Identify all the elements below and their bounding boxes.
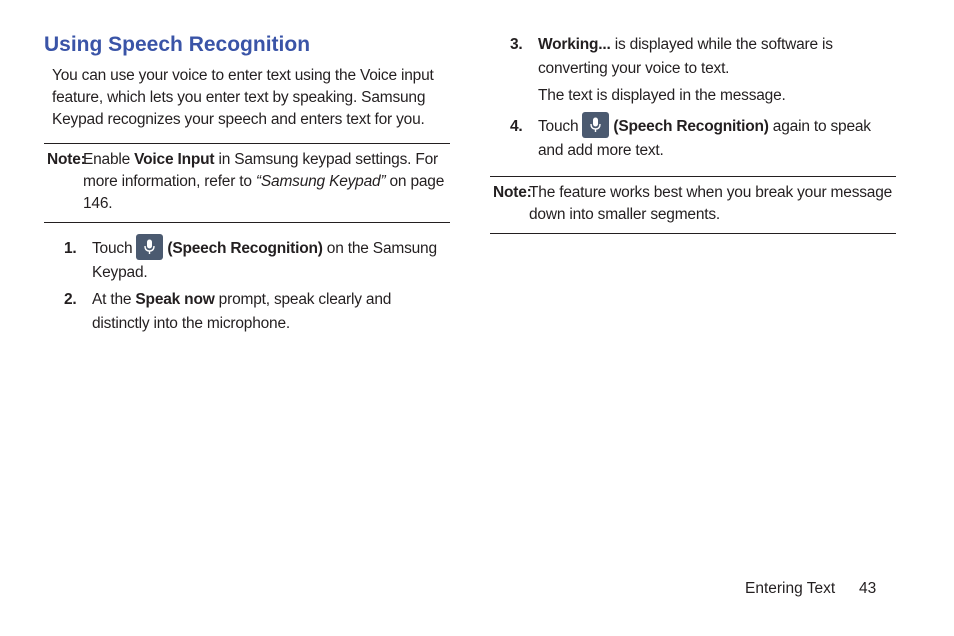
step-number: 1. [64, 240, 77, 257]
footer-section-title: Entering Text [745, 580, 836, 597]
voice-input-term: Voice Input [134, 151, 215, 168]
microphone-icon [582, 112, 609, 138]
step-number: 2. [64, 291, 77, 308]
note-box [493, 182, 896, 230]
step-text-post: is displayed while the software is converting your voice to text. [538, 36, 833, 77]
step-text-post: prompt, speak clearly and distinctly into the microphone. [92, 291, 392, 332]
step-text [92, 237, 446, 285]
note-text-pre: Enable [83, 151, 135, 168]
divider [490, 233, 896, 234]
page-number: 43 [859, 580, 877, 597]
step-number: 3. [510, 36, 523, 53]
note-text-post: on page 146. [83, 173, 445, 212]
divider [490, 176, 896, 177]
speech-recognition-term: (Speech Recognition) [613, 118, 769, 135]
note-text: The feature works best when you break your message down into smaller segments. [529, 184, 893, 223]
step-text-pre: Touch [92, 240, 133, 257]
step-3-detail: The text is displayed in the message. [538, 87, 786, 104]
intro-paragraph: You can use your voice to enter text using the Voice input feature, which lets you enter text by speaking. Samsung Keypad recognizes your speech and enters text for you. [52, 67, 434, 128]
step-text-post: again to speak and add more text. [538, 118, 871, 159]
note-text [83, 149, 447, 215]
step-text-post: on the Samsung Keypad. [92, 240, 437, 281]
step-text-pre: Touch [538, 118, 579, 135]
note-label: Note: [47, 151, 86, 168]
speech-recognition-term: (Speech Recognition) [167, 240, 323, 257]
speak-now-term: Speak now [135, 291, 215, 308]
working-term: Working... [538, 36, 611, 53]
note-text-mid: in Samsung keypad settings. For more information, refer to [83, 151, 438, 190]
step-number: 4. [510, 118, 523, 135]
step-text [92, 288, 446, 336]
page-title: Using Speech Recognition [44, 33, 311, 56]
step-text-pre: At the [92, 291, 136, 308]
samsung-keypad-reference: “Samsung Keypad” [255, 173, 386, 190]
step-text [538, 33, 892, 81]
divider [44, 143, 450, 144]
divider [44, 222, 450, 223]
microphone-icon [136, 234, 163, 260]
note-label: Note: [493, 184, 532, 201]
step-text [538, 115, 892, 163]
note-box [47, 149, 450, 219]
